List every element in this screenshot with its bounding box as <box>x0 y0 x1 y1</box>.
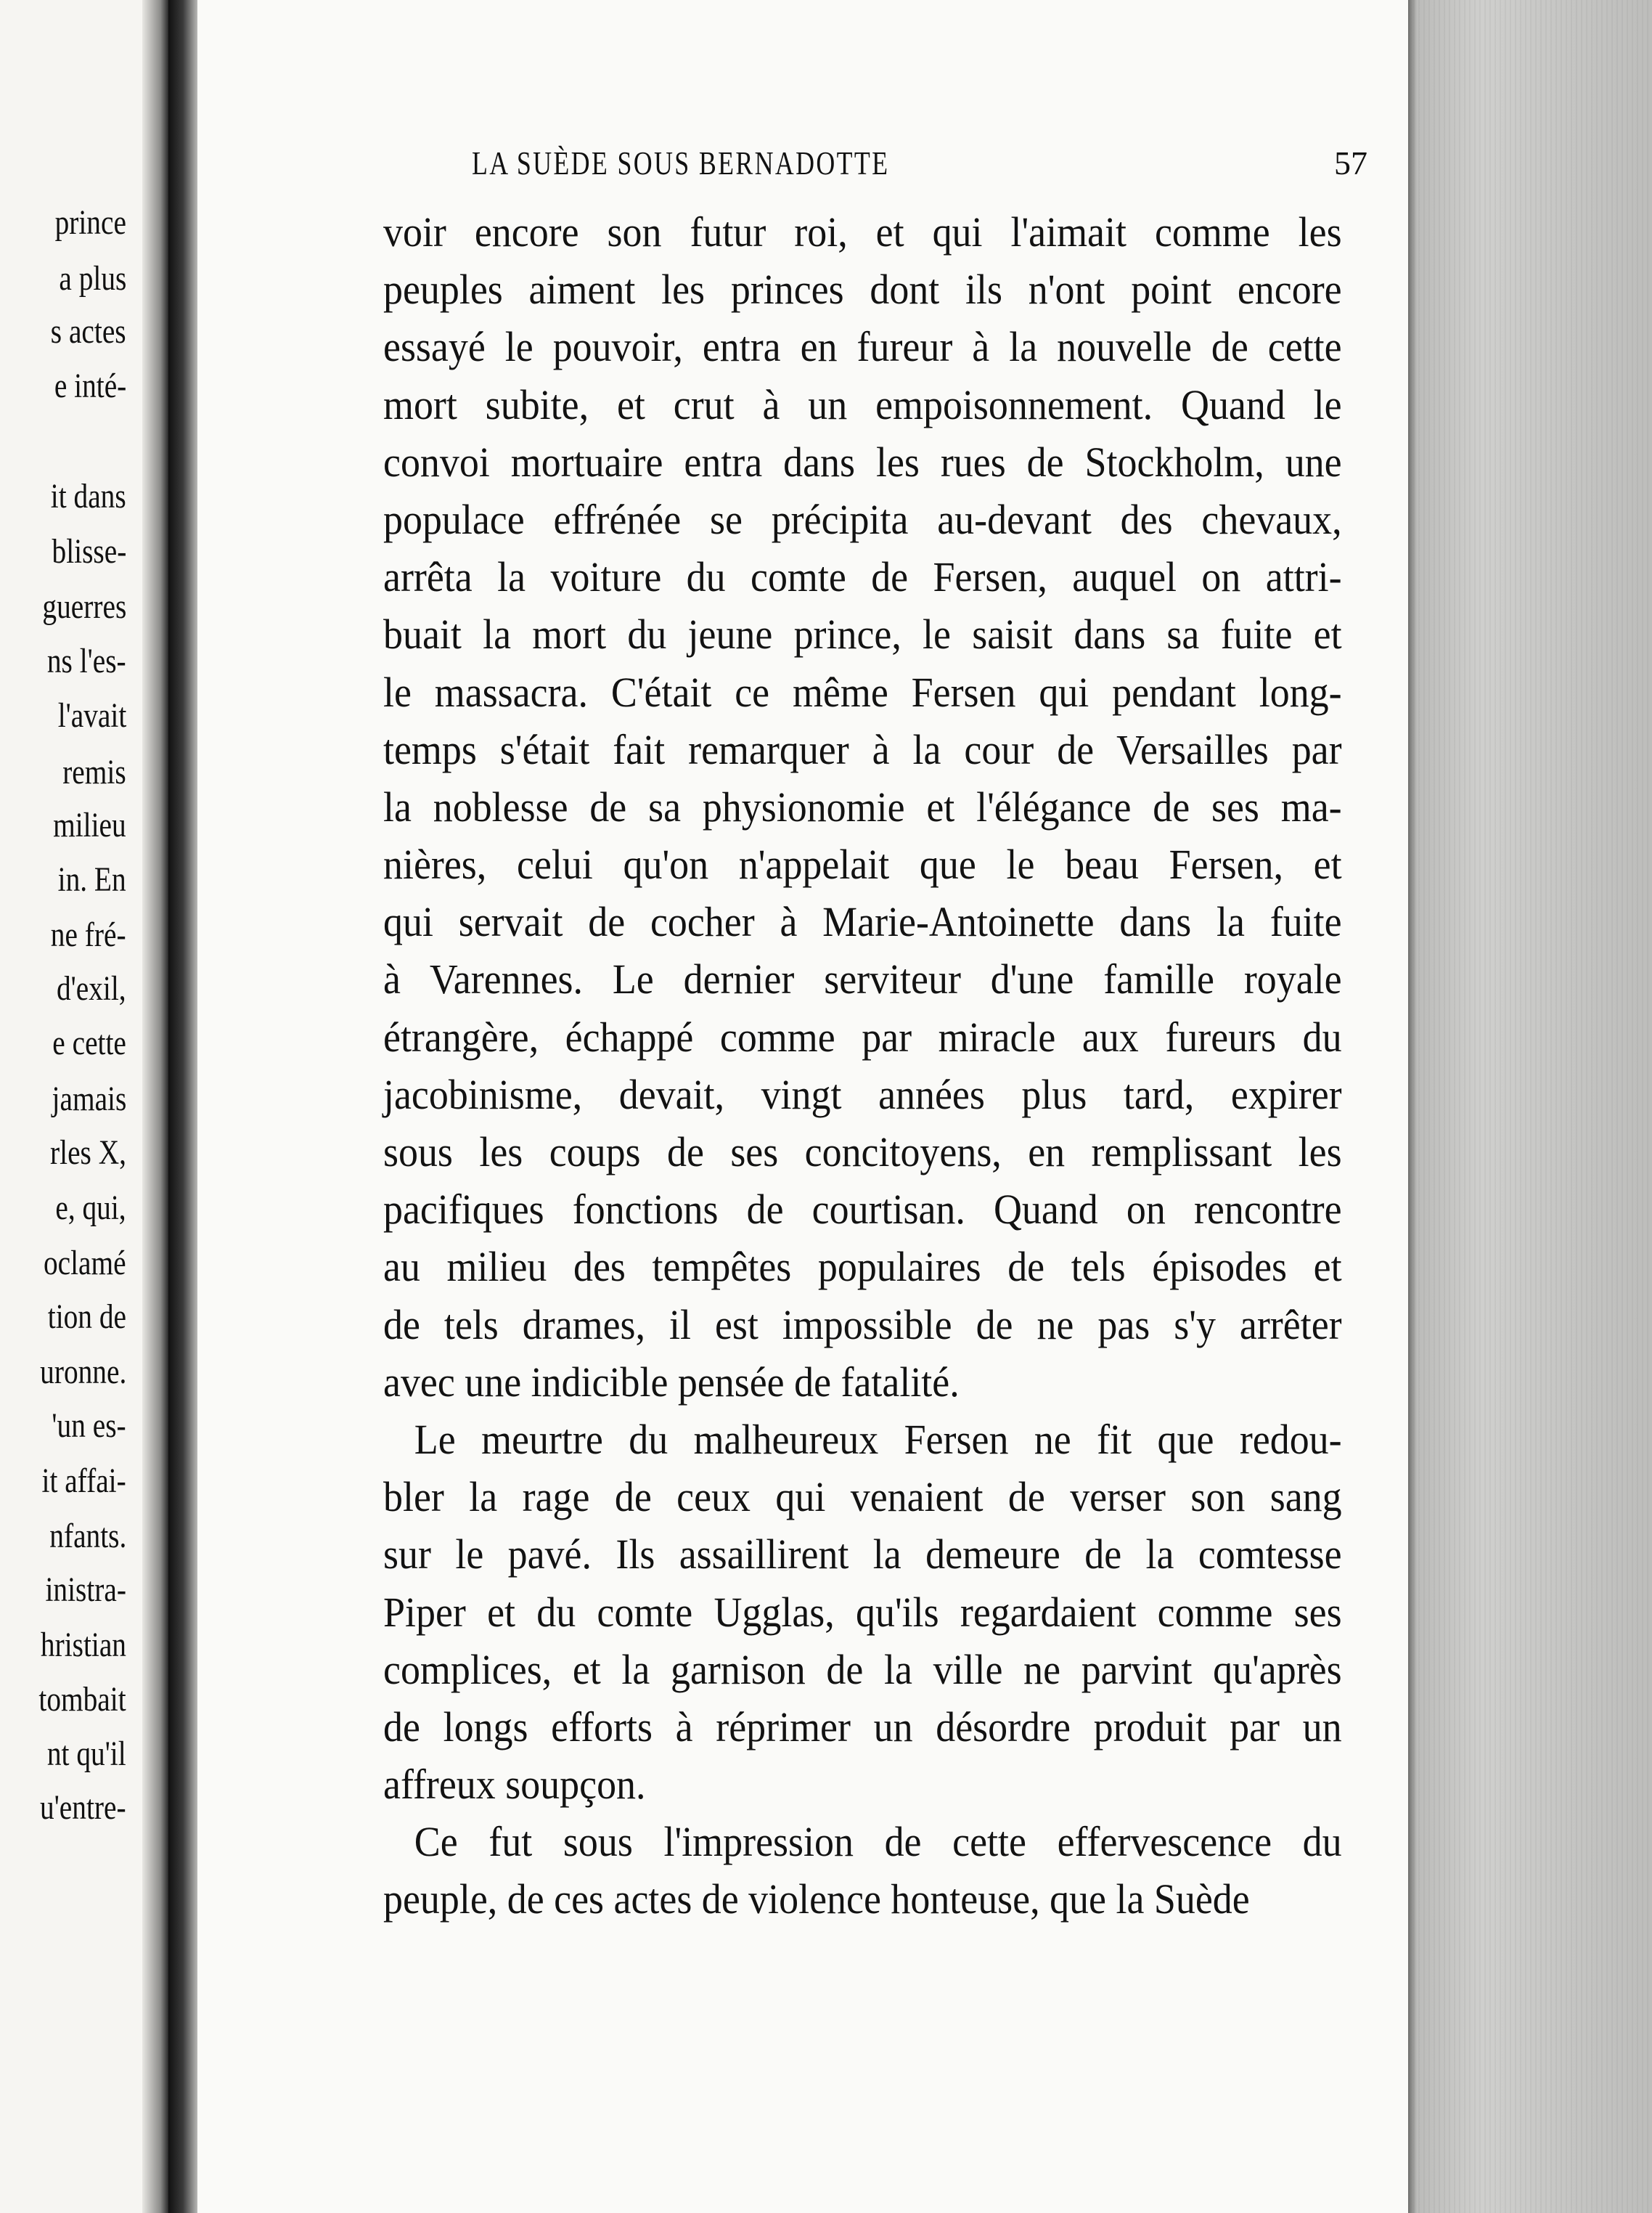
facing-page-line: nfants. <box>49 1517 126 1555</box>
facing-page-line: 'un es- <box>52 1406 126 1445</box>
running-head: LA SUÈDE SOUS BERNADOTTE <box>472 144 890 182</box>
body-line: arrêta la voiture du comte de Fersen, auquel on attri- <box>383 553 1342 601</box>
body-line: peuple, de ces actes de violence honteuse, que la Suède <box>383 1875 1250 1923</box>
body-line: bler la rage de ceux qui venaient de verser son sang <box>383 1473 1342 1521</box>
facing-page-line: s actes <box>51 312 126 351</box>
body-line: mort subite, et crut à un empoisonnement. Quand le <box>383 380 1342 428</box>
facing-page-line: tion de <box>47 1297 126 1336</box>
body-line: pacifiques fonctions de courtisan. Quand on rencontre <box>383 1186 1342 1234</box>
facing-page-line: blisse- <box>52 532 126 571</box>
facing-page-line: ns l'es- <box>47 642 126 680</box>
facing-page-line: ne fré- <box>51 916 126 954</box>
body-line: avec une indicible pensée de fatalité. <box>383 1358 960 1406</box>
body-line: le massacra. C'était ce même Fersen qui pendant long- <box>383 668 1342 716</box>
facing-page-line: a plus <box>59 259 126 298</box>
facing-page-line: it affai- <box>41 1462 126 1500</box>
facing-page-line: jamais <box>52 1080 126 1118</box>
facing-page-line: nt qu'il <box>47 1735 126 1773</box>
facing-page-line: l'avait <box>57 696 126 735</box>
body-line: jacobinisme, devait, vingt années plus tard, expirer <box>383 1070 1342 1118</box>
body-line: temps s'était fait remarquer à la cour de Versailles par <box>383 725 1342 773</box>
body-line: qui servait de cocher à Marie-Antoinette dans la fuite <box>383 898 1342 946</box>
body-line: Ce fut sous l'impression de cette effervescence du <box>414 1818 1342 1866</box>
page-edge-shadow <box>1408 0 1417 2213</box>
body-line: la noblesse de sa physionomie et l'élégance de ses ma- <box>383 783 1342 831</box>
body-line: peuples aiment les princes dont ils n'ont point encore <box>383 266 1342 314</box>
body-line: populace effrénée se précipita au-devant des chevaux, <box>383 495 1342 543</box>
facing-page-line: rles X, <box>50 1133 126 1172</box>
body-line: convoi mortuaire entra dans les rues de Stockholm, une <box>383 438 1342 486</box>
body-line: sur le pavé. Ils assaillirent la demeure de la comtesse <box>383 1531 1342 1578</box>
body-line: essayé le pouvoir, entra en fureur à la nouvelle de cette <box>383 323 1342 371</box>
body-line: buait la mort du jeune prince, le saisit dans sa fuite et <box>383 611 1342 659</box>
body-line: complices, et la garnison de la ville ne parvint qu'après <box>383 1645 1342 1693</box>
body-line: Le meurtre du malheureux Fersen ne fit que redou- <box>414 1415 1342 1463</box>
left-page-spine-shadow <box>142 0 168 2213</box>
body-line: sous les coups de ses concitoyens, en remplissant les <box>383 1128 1342 1175</box>
facing-page-line: uronne. <box>39 1353 126 1391</box>
body-line: étrangère, échappé comme par miracle aux fureurs du <box>383 1013 1342 1061</box>
page-edges-stack <box>1408 0 1652 2213</box>
body-line: à Varennes. Le dernier serviteur d'une famille royale <box>383 955 1342 1003</box>
facing-page-line: e, qui, <box>55 1189 126 1227</box>
body-line: de tels drames, il est impossible de ne pas s'y arrêter <box>383 1300 1342 1348</box>
page-header <box>472 144 1415 187</box>
body-line: voir encore son futur roi, et qui l'aimait comme les <box>383 208 1342 256</box>
body-line: affreux soupçon. <box>383 1761 646 1809</box>
facing-page-line: guerres <box>42 587 126 626</box>
facing-page-line: remis <box>62 753 126 791</box>
facing-page-line: tombait <box>38 1680 126 1719</box>
facing-page-line: milieu <box>53 806 126 844</box>
book-gutter <box>168 0 197 2213</box>
facing-page-line: e inté- <box>54 367 126 405</box>
body-line: Piper et du comte Ugglas, qu'ils regardaient comme ses <box>383 1588 1342 1636</box>
body-line: nières, celui qu'on n'appelait que le beau Fersen, et <box>383 841 1342 889</box>
facing-page-line: it dans <box>51 477 126 515</box>
facing-page-line: e cette <box>52 1024 126 1062</box>
page-number: 57 <box>1334 144 1367 182</box>
facing-page-line: in. En <box>57 860 126 899</box>
body-line: au milieu des tempêtes populaires de tels épisodes et <box>383 1243 1342 1291</box>
facing-page-line: u'entre- <box>40 1788 126 1827</box>
facing-page-line: oclamé <box>44 1244 126 1282</box>
facing-page-line: d'exil, <box>57 969 126 1008</box>
main-page <box>197 0 1408 2213</box>
facing-page-line: hristian <box>40 1626 126 1664</box>
facing-page-line: inistra- <box>45 1570 126 1609</box>
body-line: de longs efforts à réprimer un désordre produit par un <box>383 1703 1342 1751</box>
body-text <box>383 203 1414 1928</box>
facing-page-line: prince <box>54 203 126 242</box>
facing-page-left <box>0 0 168 2213</box>
